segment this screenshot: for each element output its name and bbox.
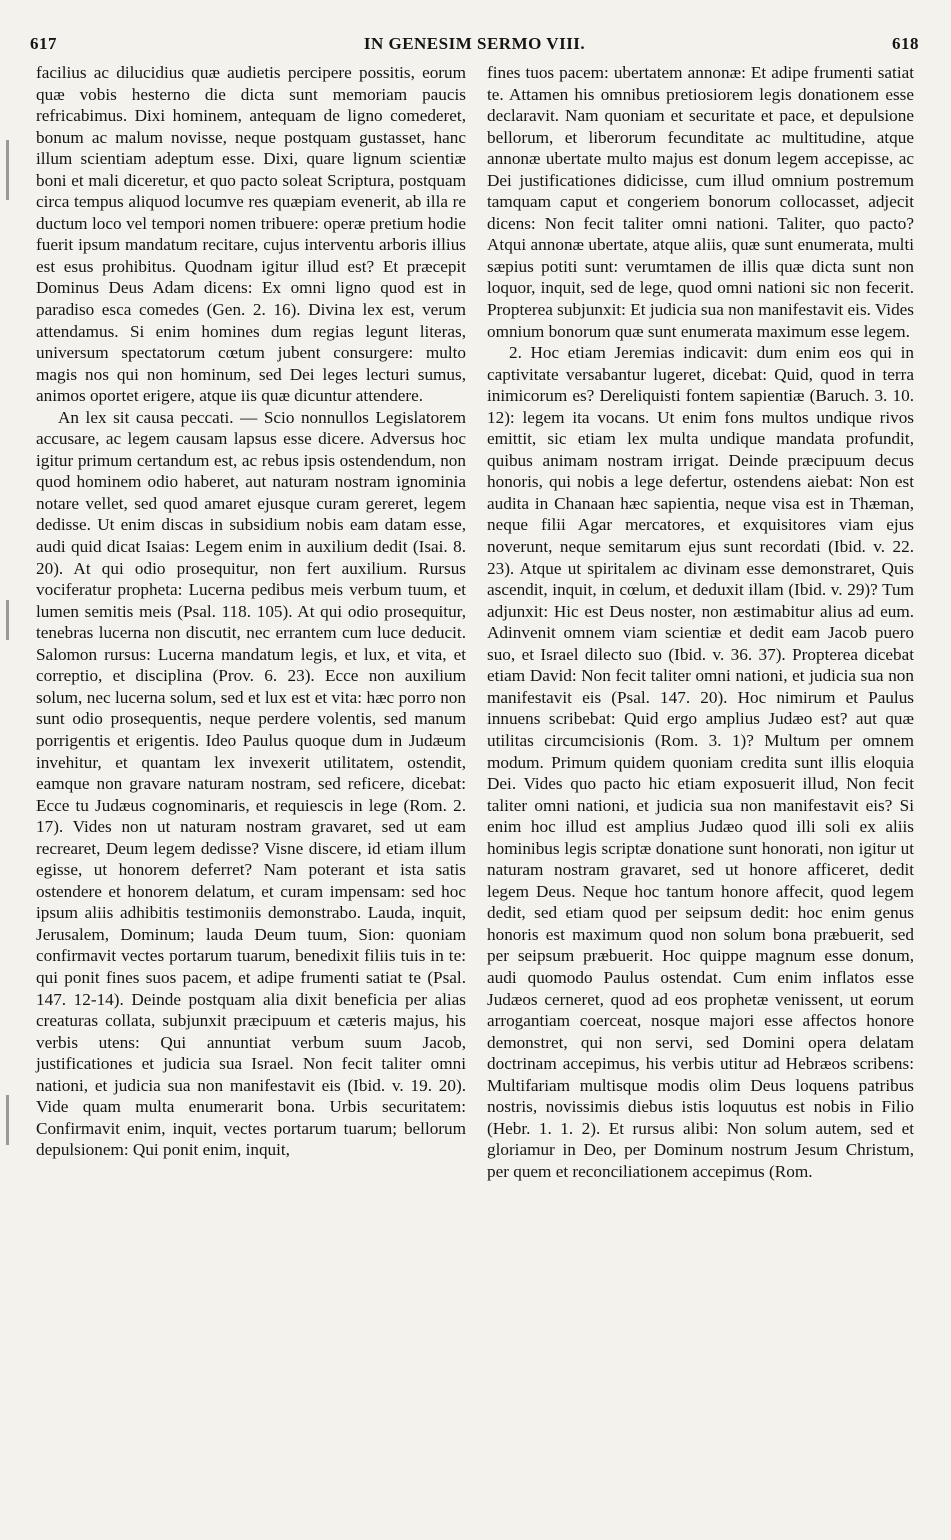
paragraph: An lex sit causa peccati. — Scio nonnullos Legislatorem accusare, ac legem causam lapsus esse dicere. Adversus hoc igitur primum certandum est, ac rebus ipsis ostendendum, non quod hominem odio haberet, aut naturam nostram ignominia notare vellet, sed quod amaret ejusque curam gereret, legem dedisse. Ut enim discas in subsidium nobis eam datam esse, audi quid dicat Isaias: Legem enim in auxilium dedit (Isai. 8. 20). At qui odio prosequitur, non fert auxilium. Rursus vociferatur propheta: Lucerna pedibus meis verbum tuum, et lumen semitis meis (Psal. 118. 105). At qui odio prosequitur, tenebras lucerna non discutit, nec errantem cum luce deducit. Salomon rursus: Lucerna mandatum legis, et lux, et vita, et correptio, et disciplina (Prov. 6. 23). Ecce non auxilium solum, nec lucerna solum, sed et lux est et vita: hæc porro non sunt odio prosequentis, neque perdere volentis, sed manum porrigentis et erigentis. Ideo Paulus quoque dum in Judæum invehitur, et quantam lex invexerit utilitatem, ostendit, eamque non gravare naturam nostram, sed reficere, dicebat: Ecce tu Judæus cognominaris, et requiescis in lege (Rom. 2. 17). Vides non ut naturam nostram gravaret, sed ut eam recrearet, Deum legem dedisse? Visne discere, id etiam illum egisse, ut honorem deferret? Nam poterant et ista satis ostendere et honorem delatum, et curam impensam: sed hoc ipsum aliis adhibitis testimoniis demonstrabo. Lauda, inquit, Jerusalem, Dominum; lauda Deum tuum, Sion: quoniam confirmavit vectes portarum tuarum, benedixit filiis tuis in te: qui ponit fines suos pacem, et adipe frumenti satiat te (Psal. 147. 12-14). Deinde postquam alia dixit beneficia per alias creaturas collata, subjunxit præcipuum et cæteris majus, his verbis utens: Qui annuntiat verbum suum Jacob, justificationes et judicia sua Israel. Non fecit taliter omni nationi, et judicia sua non manifestavit eis (Ibid. v. 19. 20). Vide quam multa enumerarit bona. Urbis securitatem: Confirmavit enim, inquit, vectes portarum tuarum; bellorum depulsionem: Qui ponit enim, inquit, <box>36 407 466 1160</box>
binding-edge-mark <box>6 1095 9 1145</box>
left-column <box>36 62 466 1161</box>
binding-edge-mark <box>6 140 9 200</box>
right-column <box>487 62 914 1182</box>
page-number-left: 617 <box>30 34 57 53</box>
paragraph: 2. Hoc etiam Jeremias indicavit: dum enim eos qui in captivitate versabantur lugeret, dicebat: Quid, quod in terra inimicorum es? Dereliquisti fontem sapientiæ (Baruch. 3. 10. 12): legem ita vocans. Ut enim fons multos undique rivos emittit, sic etiam lex multa undique mandata profundit, quibus animam nostram irrigat. Deinde præcipuum decus honoris, qui nobis a lege defertur, ostendens aiebat: Non est audita in Chanaan hæc sapientia, neque visa est in Thæman, neque filii Agar mercatores, et exquisitores viam ejus noverunt, neque semitarum ejus sunt recordati (Ibid. v. 22. 23). Atque ut spiritalem ac divinam esse demonstraret, Quis ascendit, inquit, in cœlum, et deduxit illam (Ibid. v. 29)? Tum adjunxit: Hic est Deus noster, non æstimabitur alius ad eum. Adinvenit omnem viam scientiæ et dedit eam Jacob puero suo, et Israel dilecto suo (Ibid. v. 36. 37). Propterea dicebat etiam David: Non fecit taliter omni nationi, et judicia sua non manifestavit eis (Psal. 147. 20). Hoc nimirum et Paulus innuens scribebat: Quid ergo amplius Judæo est? aut quæ utilitas circumcisionis (Rom. 3. 1)? Multum per omnem modum. Primum quidem quoniam credita sunt illis eloquia Dei. Vides quo pacto hic etiam exposuerit illud, Non fecit taliter omni nationi, et judicia sua non manifestavit eis? Si enim hoc illud est amplius Judæo quod illi soli ex aliis hominibus legis scriptæ donatione sunt honorati, non igitur ut naturam nostram gravaret, sed ut honore afficeret, dedit legem Deus. Neque hoc tantum honore affecit, quod legem dedit, sed etiam quod per seipsum dedit: hoc enim genus honoris est maximum quod non solum bona præbuerit, sed per seipsum præbuerit. Hoc quippe magnum esse donum, audi quomodo Paulus ostendat. Cum enim inflatos esse Judæos cerneret, quod ad eos prophetæ venissent, ut eorum arrogantiam coerceat, nosque majori esse affectos honore demonstret, qui non servi, sed Domini opera delatam doctrinam accepimus, his verbis utitur ad Hebræos scribens: Multifariam multisque modis olim Deus loquens patribus nostris, novissimis diebus istis loquutus est nobis in Filio (Hebr. 1. 1. 2). Et rursus alibi: Non solum autem, sed et gloriamur in Deo, per Dominum nostrum Jesum Christum, per quem et reconciliationem accepimus (Rom. <box>487 343 914 1181</box>
paragraph: facilius ac dilucidius quæ audietis percipere possitis, eorum quæ vobis hesterno die dicta sunt memoriam paucis refricabimus. Dixi hominem, antequam de ligno comederet, bonum ac malum novisse, neque postquam gustasset, hanc illum scientiam adeptum esse. Dixi, quare lignum scientiæ boni et mali diceretur, et quo pacto soleat Scriptura, postquam circa tempus aliquod locumve res quæpiam evenerit, ab illa re ductum loco vel tempori nomen tribuere: operæ pretium hodie fuerit ipsum mandatum recitare, cujus interventu arboris illius est esus prohibitus. Quodnam igitur illud est? Et præcepit Dominus Deus Adam dicens: Ex omni ligno quod est in paradiso esca comedes (Gen. 2. 16). Divina lex est, verum attendamus. Si enim homines dum regias legunt literas, universum spectatorum cœtum jubent consurgere: multo magis nos qui non hominum, sed Dei leges lecturi sumus, animos oportet erigere, atque iis quæ dicuntur attendere. <box>36 63 466 406</box>
paragraph: fines tuos pacem: ubertatem annonæ: Et adipe frumenti satiat te. Attamen his omnibus pretiosiorem legis donationem esse declaravit. Nam quoniam et securitate et pace, et depulsione bellorum, et liberorum fecunditate ac multitudine, atque annonæ ubertate multo majus est donum legem accepisse, ac Dei justificationes didicisse, cum illud omnium postremum tamquam caput et congeriem bonorum collocasset, adjecit dicens: Non fecit taliter omni nationi. Taliter, quo pacto? Atqui annonæ ubertate, atque aliis, quæ sunt enumerata, multi sæpius potiti sunt: verumtamen de illis quæ dicta sunt non loquor, inquit, sed de lege, quod omni nationi sic non fecerit. Propterea subjunxit: Et judicia sua non manifestavit eis. Vides omnium bonorum quæ sunt enumerata maximum esse legem. <box>487 63 914 341</box>
page-number-right: 618 <box>892 34 919 53</box>
running-header <box>30 34 919 60</box>
running-title: IN GENESIM SERMO VIII. <box>363 34 586 53</box>
binding-edge-mark <box>6 600 9 640</box>
